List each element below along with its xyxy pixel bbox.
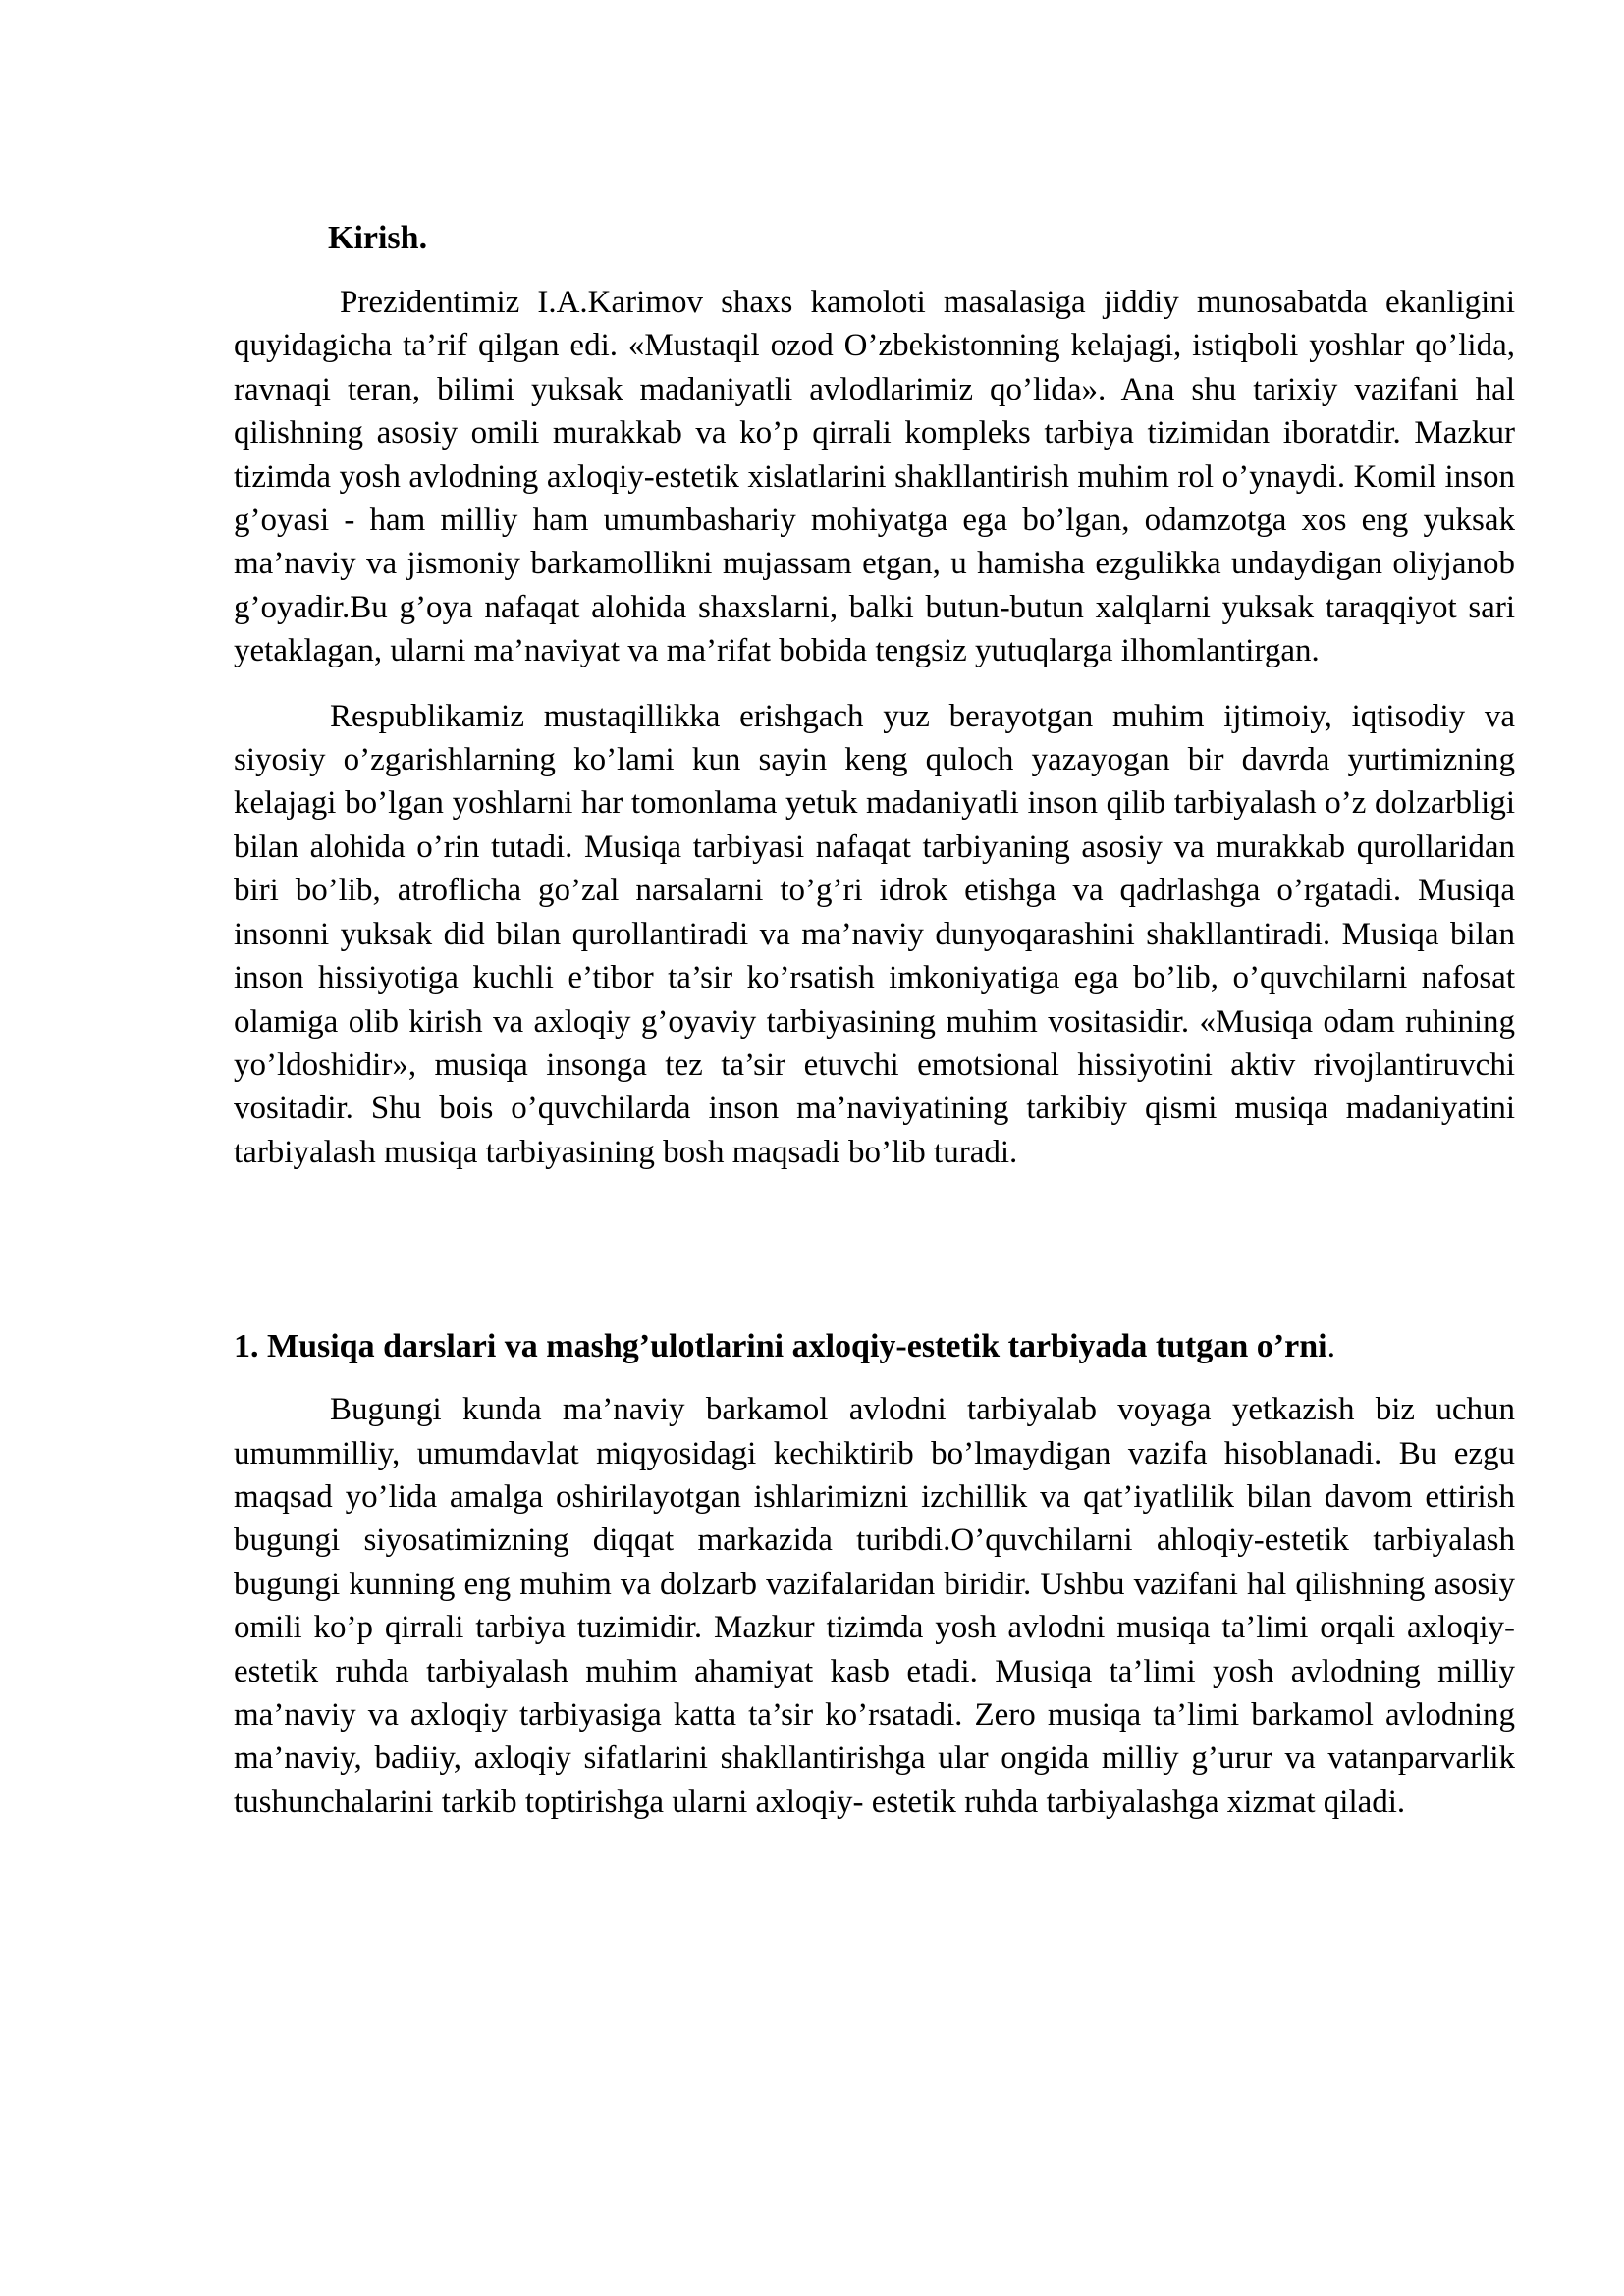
document-body — [234, 218, 1515, 1845]
intro-paragraph-1: Prezidentimiz I.A.Karimov shaxs kamoloti masalasiga jiddiy munosabatda ekanligini quyidagicha ta’rif qilgan edi. «Mustaqil ozod O’zbekistonning kelajagi, istiqboli yoshlar qo’lida, ravnaqi teran, bilimi yuksak madaniyatli avlodlarimiz qo’lida». Ana shu tarixiy vazifani hal qilishning asosiy omili murakkab va ko’p qirrali kompleks tarbiya tizimidan iboratdir. Mazkur tizimda yosh avlodning axloqiy-estetik xislatlarini shakllantirish muhim rol o’ynaydi. Komil inson g’oyasi - ham milliy ham umumbashariy mohiyatga ega bo’lgan, odamzotga xos eng yuksak ma’naviy va jismoniy barkamollikni mujassam etgan, u hamisha ezgulikka undaydigan oliyjanob g’oyadir.Bu g’oya nafaqat alohida shaxslarni, balki butun-butun xalqlarni yuksak taraqqiyot sari yetaklagan, ularni ma’naviyat va ma’rifat bobida tengsiz yutuqlarga ilhomlantirgan. — [234, 285, 1515, 669]
section-1-heading-text: 1. Musiqa darslari va mashg’ulotlarini axloqiy-estetik tarbiyada tutgan o’rni — [234, 1328, 1327, 1365]
section-1-heading — [234, 1325, 1515, 1368]
section-1-heading-period: . — [1326, 1328, 1336, 1365]
section-1-paragraph-1: Bugungi kunda ma’naviy barkamol avlodni tarbiyalab voyaga yetkazish biz uchun umummilliy, umumdavlat miqyosidagi kechiktirib bo’lmaydigan vazifa hisoblanadi. Bu ezgu maqsad yo’lida amalga oshirilayotgan ishlarimizni izchillik va qat’iyatlilik bilan davom ettirish bugungi siyosatimizning diqqat markazida turibdi.O’quvchilarni ahloqiy-estetik tarbiyalash bugungi kunning eng muhim va dolzarb vazifalaridan biridir. Ushbu vazifani hal qilishning asosiy omili ko’p qirrali tarbiya tuzimidir. Mazkur tizimda yosh avlodni musiqa ta’limi orqali axloqiy- estetik ruhda tarbiyalash muhim ahamiyat kasb etadi. Musiqa ta’limi yosh avlodning milliy ma’naviy va axloqiy tarbiyasiga katta ta’sir ko’rsatadi. Zero musiqa ta’limi barkamol avlodning ma’naviy, badiiy, axloqiy sifatlarini shakllantirishga ular ongida milliy g’urur va vatanparvarlik tushunchalarini tarkib toptirishga ularni axloqiy- estetik ruhda tarbiyalashga xizmat qiladi. — [234, 1392, 1515, 1820]
section-spacer — [234, 1196, 1515, 1325]
intro-paragraph-2: Respublikamiz mustaqillikka erishgach yuz berayotgan muhim ijtimoiy, iqtisodiy va siyosiy o’zgarishlarning ko’lami kun sayin keng quloch yazayogan bir davrda yurtimizning kelajagi bo’lgan yoshlarni har tomonlama yetuk madaniyatli inson qilib tarbiyalash o’z dolzarbligi bilan alohida o’rin tutadi. Musiqa tarbiyasi nafaqat tarbiyaning asosiy va murakkab qurollaridan biri bo’lib, atroflicha go’zal narsalarni to’g’ri idrok etishga va qadrlashga o’rgatadi. Musiqa insonni yuksak did bilan qurollantiradi va ma’naviy dunyoqarashini shakllantiradi. Musiqa bilan inson hissiyotiga kuchli e’tibor ta’sir ko’rsatish imkoniyatiga ega bo’lib, o’quvchilarni nafosat olamiga olib kirish va axloqiy g’oyaviy tarbiyasining muhim vositasidir. «Musiqa odam ruhining yo’ldoshidir», musiqa insonga tez ta’sir etuvchi emotsional hissiyotini aktiv rivojlantiruvchi vositadir. Shu bois o’quvchilarda inson ma’naviyatining tarkibiy qismi musiqa madaniyatini tarbiyalash musiqa tarbiyasining bosh maqsadi bo’lib turadi. — [234, 698, 1515, 1170]
intro-heading: Kirish. — [328, 220, 428, 256]
